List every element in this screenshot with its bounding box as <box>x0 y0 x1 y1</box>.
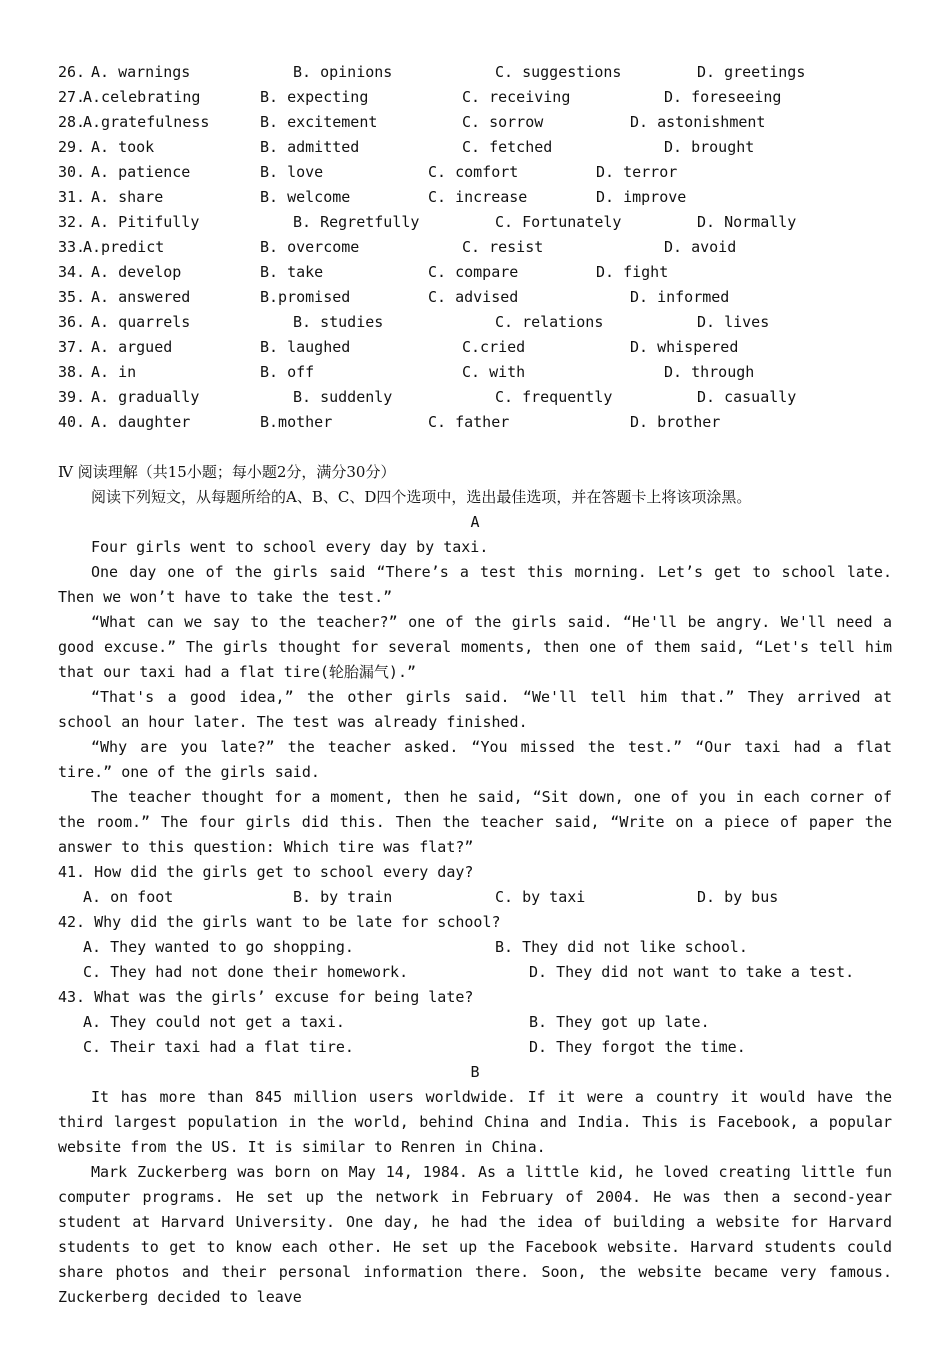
cloze-row-38: 38. A. in B. off C. with D. through <box>58 363 755 381</box>
option[interactable]: C. They had not done their homework. <box>83 963 409 981</box>
passage-a-label: A <box>470 513 480 531</box>
section-heading: Ⅳ 阅读理解（共15小题；每小题2分，满分30分） <box>58 463 396 481</box>
passage-a-paragraph: One day one of the girls said “There’s a test this morning. Let’s get to school late. Then we won’t have to take the test.” <box>58 563 892 606</box>
cloze-row-29: 29. A. took B. admitted C. fetched D. brought <box>58 138 755 156</box>
question-43: 43. What was the girls’ excuse for being late? <box>58 988 474 1006</box>
cloze-row-34: 34. A. develop B. take C. compare D. fight <box>58 263 669 281</box>
option[interactable]: B. by train <box>293 888 393 906</box>
question-41: 41. How did the girls get to school every day? <box>58 863 474 881</box>
cloze-row-28: 28. A.gratefulness B. excitement C. sorrow D. astonishment <box>58 113 766 131</box>
spacer <box>58 435 892 460</box>
cloze-row-32: 32. A. Pitifully B. Regretfully C. Fortunately D. Normally <box>58 213 797 231</box>
option[interactable]: C. by taxi <box>495 888 586 906</box>
passage-b-paragraph: Mark Zuckerberg was born on May 14, 1984. As a little kid, he loved creating little fun computer programs. He set up the network in February of 2004. He was then a second-year student at Harvard University. One day, he had the idea of building a website for Harvard students to get to know each other. He set up the Facebook website. Harvard students could share photos and their personal information there. Soon, the website became very famous. Zuckerberg decided to leave <box>58 1163 892 1306</box>
option[interactable]: A. They could not get a taxi. <box>83 1013 345 1031</box>
question-43-options-cd <box>58 1035 892 1060</box>
option[interactable]: A. on foot <box>83 888 174 906</box>
cloze-row-36: 36. A. quarrels B. studies C. relations D. lives <box>58 313 770 331</box>
cloze-row-39: 39. A. gradually B. suddenly C. frequently D. casually <box>58 388 797 406</box>
passage-b-label: B <box>470 1063 480 1081</box>
cloze-row-37: 37. A. argued B. laughed C.cried D. whispered <box>58 338 739 356</box>
question-42-options-cd <box>58 960 892 985</box>
cloze-row-26: 26. A. warnings B. opinions C. suggestions D. greetings <box>58 63 806 81</box>
option[interactable]: D. by bus <box>697 888 779 906</box>
passage-a-paragraph: The teacher thought for a moment, then he said, “Sit down, one of you in each corner of the room.” The four girls did this. Then the teacher said, “Write on a piece of paper the answer to this question: Which tire was flat?” <box>58 788 892 856</box>
cloze-options <box>58 60 892 435</box>
option[interactable]: C. Their taxi had a flat tire. <box>83 1038 354 1056</box>
cloze-row-40: 40. A. daughter B.mother C. father D. brother <box>58 413 721 431</box>
option[interactable]: D. They forgot the time. <box>529 1038 746 1056</box>
passage-a-paragraph: “That's a good idea,” the other girls said. “We'll tell him that.” They arrived at school an hour later. The test was already finished. <box>58 688 892 731</box>
passage-b-paragraph: It has more than 845 million users worldwide. If it were a country it would have the third largest population in the world, behind China and India. This is Facebook, a popular website from the US. It is similar to Renren in China. <box>58 1088 892 1156</box>
passage-a-paragraph: “What can we say to the teacher?” one of the girls said. “He'll be angry. We'll need a good excuse.” The girls thought for several moments, then one of them said, “Let's tell him that our taxi had a flat tire(轮胎漏气).” <box>58 613 892 681</box>
exam-page <box>58 60 892 1310</box>
cloze-row-31: 31. A. share B. welcome C. increase D. improve <box>58 188 687 206</box>
section-instruction: 阅读下列短文，从每题所给的A、B、C、D四个选项中，选出最佳选项，并在答题卡上将该项涂黑。 <box>91 488 752 506</box>
question-41-options <box>58 885 892 910</box>
option[interactable]: A. They wanted to go shopping. <box>83 938 354 956</box>
passage-a-paragraph: Four girls went to school every day by taxi. <box>91 538 489 556</box>
cloze-row-33: 33. A.predict B. overcome C. resist D. avoid <box>58 238 737 256</box>
cloze-row-27: 27. A.celebrating B. expecting C. receiving D. foreseeing <box>58 88 782 106</box>
cloze-row-35: 35. A. answered B.promised C. advised D. informed <box>58 288 730 306</box>
option[interactable]: B. They did not like school. <box>495 938 748 956</box>
passage-a-paragraph: “Why are you late?” the teacher asked. “You missed the test.” “Our taxi had a flat tire.” one of the girls said. <box>58 738 892 781</box>
option[interactable]: D. They did not want to take a test. <box>529 963 855 981</box>
question-42: 42. Why did the girls want to be late for school? <box>58 913 501 931</box>
question-43-options-ab <box>58 1010 892 1035</box>
option[interactable]: B. They got up late. <box>529 1013 710 1031</box>
cloze-row-30: 30. A. patience B. love C. comfort D. terror <box>58 163 678 181</box>
question-42-options-ab <box>58 935 892 960</box>
